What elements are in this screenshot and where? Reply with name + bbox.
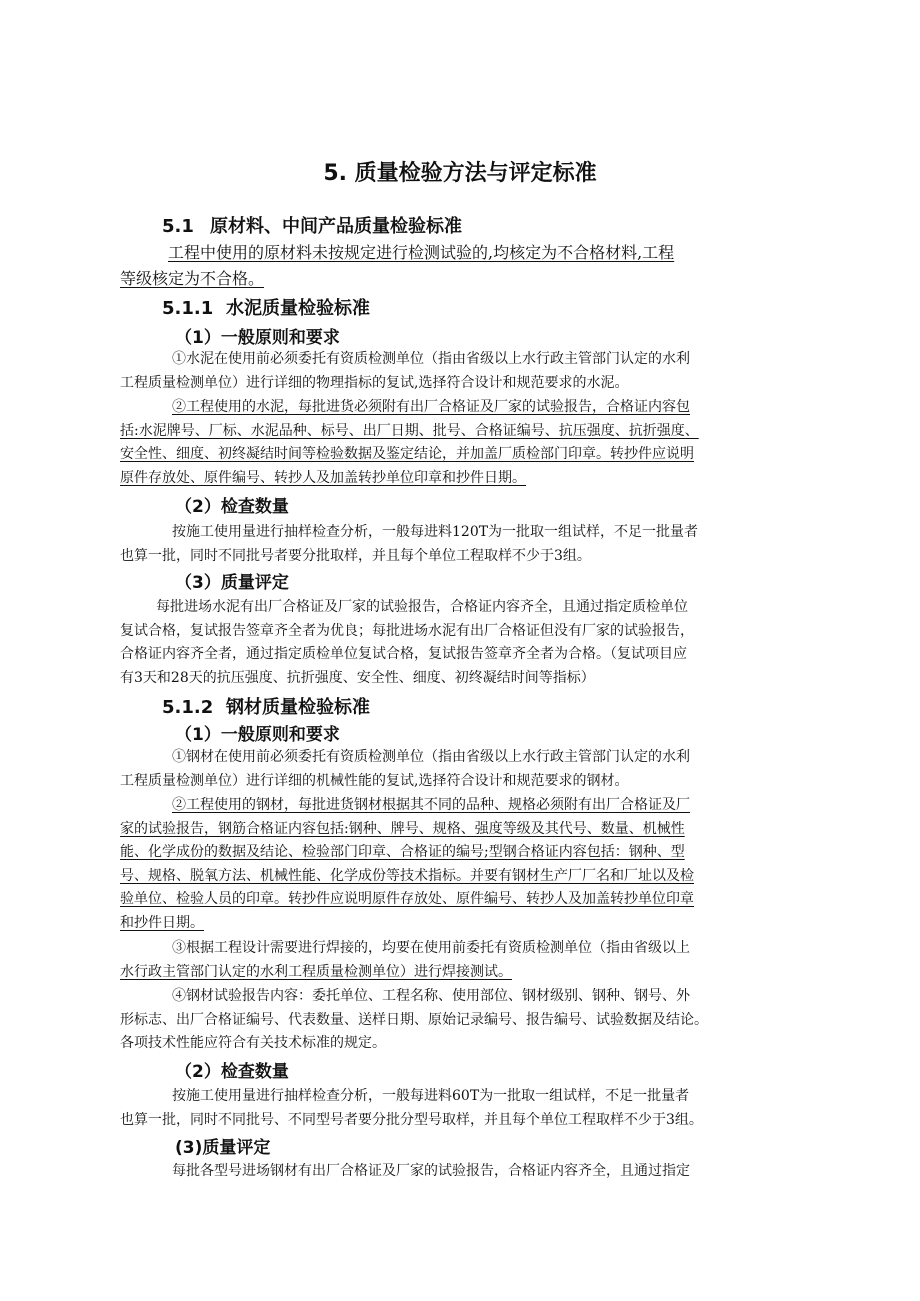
text-line: 复试合格，复试报告签章齐全者为优良；每批进场水泥有出厂合格证但没有厂家的试验报告， — [120, 622, 694, 639]
section-5-1-1-number: 5.1.1 — [162, 298, 214, 319]
text-line: ①水泥在使用前必须委托有资质检测单位（指由省级以上水行政主管部门认定的水利 — [172, 351, 690, 367]
text-line: ①钢材在使用前必须委托有资质检测单位（指由省级以上水行政主管部门认定的水利 — [172, 749, 690, 765]
text-line: 按施工使用量进行抽样检查分析，一般每进料60T为一批取一组试样，不足一批量者 — [172, 1088, 690, 1104]
text-line: 每批各型号进场钢材有出厂合格证及厂家的试验报告，合格证内容齐全，且通过指定 — [172, 1163, 690, 1179]
text-line: 验单位、检验人员的印章。转抄件应说明原件存放处、原件编号、转抄人及加盖转抄单位印章 — [120, 891, 694, 908]
text-line: ②工程使用的水泥，每批进货必须附有出厂合格证及厂家的试验报告，合格证内容包 — [172, 399, 690, 415]
text-line: ④钢材试验报告内容：委托单位、工程名称、使用部位、钢材级别、钢种、钢号、外 — [172, 988, 690, 1004]
page-title: 5. 质量检验方法与评定标准 — [323, 161, 597, 186]
text-line: 按施工使用量进行抽样检查分析，一般每进料120T为一批取一组试样，不足一批量者 — [172, 524, 699, 540]
section-5-1-1-title: 水泥质量检验标准 — [226, 298, 370, 319]
cement-para-3 — [120, 521, 810, 568]
steel-para-5 — [120, 1085, 810, 1132]
text-line: 每批进场水泥有出厂合格证及厂家的试验报告，合格证内容齐全，且通过指定质检单位 — [156, 599, 688, 615]
steel-quantity-heading: （2）检查数量 — [175, 1062, 289, 1082]
text-line: 有3天和28天的抗压强度、抗折强度、安全性、细度、初终凝结时间等指标） — [120, 669, 595, 686]
cement-para-4 — [120, 596, 810, 690]
intro-line: 工程中使用的原材料未按规定进行检测试验的,均核定为不合格材料,工程 — [168, 243, 675, 262]
steel-para-6 — [120, 1160, 810, 1184]
cement-para-1 — [120, 348, 810, 395]
text-line: 各项技术性能应符合有关技术标准的规定。 — [120, 1035, 386, 1052]
text-line: 和抄件日期。 — [120, 914, 204, 931]
text-line: 能、化学成份的数据及结论、检验部门印章、合格证的编号;型钢合格证内容包括：钢种、型 — [120, 844, 685, 861]
steel-para-2 — [120, 794, 810, 936]
text-line: 安全性、细度、初终凝结时间等检验数据及鉴定结论，并加盖厂质检部门印章。转抄件应说明 — [120, 446, 694, 463]
section-5-1-title: 原材料、中间产品质量检验标准 — [210, 216, 462, 237]
text-line: 也算一批，同时不同批号者要分批取样，并且每个单位工程取样不少于3组。 — [120, 547, 591, 564]
cement-rating-heading: （3）质量评定 — [175, 573, 289, 593]
cement-para-2 — [120, 396, 810, 490]
text-line: 家的试验报告，钢筋合格证内容包括:钢种、牌号、规格、强度等级及其代号、数量、机械性 — [120, 820, 685, 837]
text-line: 工程质量检测单位）进行详细的物理指标的复试,选择符合设计和规范要求的水泥。 — [120, 374, 629, 391]
intro-line: 等级核定为不合格。 — [120, 269, 265, 288]
text-line: 括:水泥牌号、厂标、水泥品种、标号、出厂日期、批号、合格证编号、抗压强度、抗折强度、 — [120, 422, 699, 439]
intro-paragraph — [120, 240, 810, 292]
steel-rating-heading: (3)质量评定 — [175, 1138, 271, 1158]
text-line: 号、规格、脱氧方法、机械性能、化学成份等技术指标。并要有钢材生产厂厂名和厂址以及检 — [120, 867, 694, 884]
steel-para-3 — [120, 937, 810, 984]
text-line: ②工程使用的钢材，每批进货钢材根据其不同的品种、规格必须附有出厂合格证及厂 — [172, 797, 690, 813]
text-line: 也算一批，同时不同批号、不同型号者要分批分型号取样，并且每个单位工程取样不少于3组。 — [120, 1111, 703, 1128]
cement-general-heading: （1）一般原则和要求 — [175, 328, 340, 348]
cement-quantity-heading: （2）检查数量 — [175, 497, 289, 517]
text-line: 原件存放处、原件编号、转抄人及加盖转抄单位印章和抄件日期。 — [120, 469, 526, 486]
text-line: 合格证内容齐全者，通过指定质检单位复试合格，复试报告签章齐全者为合格。（复试项目应 — [120, 646, 687, 663]
text-line: 水行政主管部门认定的水利工程质量检测单位）进行焊接测试。 — [120, 963, 512, 980]
text-line: 工程质量检测单位）进行详细的机械性能的复试,选择符合设计和规范要求的钢材。 — [120, 772, 629, 789]
steel-para-1 — [120, 746, 810, 793]
section-5-1-number: 5.1 — [162, 216, 194, 237]
text-line: 形标志、出厂合格证编号、代表数量、送样日期、原始记录编号、报告编号、试验数据及结论。 — [120, 1011, 708, 1028]
steel-para-4 — [120, 985, 810, 1056]
steel-general-heading: （1）一般原则和要求 — [175, 725, 340, 745]
section-5-1-2-title: 钢材质量检验标准 — [226, 697, 370, 718]
section-5-1-2-heading — [162, 693, 370, 719]
section-5-1-1-heading — [162, 294, 370, 320]
section-5-1-heading — [162, 212, 462, 238]
text-line: ③根据工程设计需要进行焊接的，均要在使用前委托有资质检测单位（指由省级以上 — [172, 940, 690, 956]
section-5-1-2-number: 5.1.2 — [162, 697, 214, 718]
